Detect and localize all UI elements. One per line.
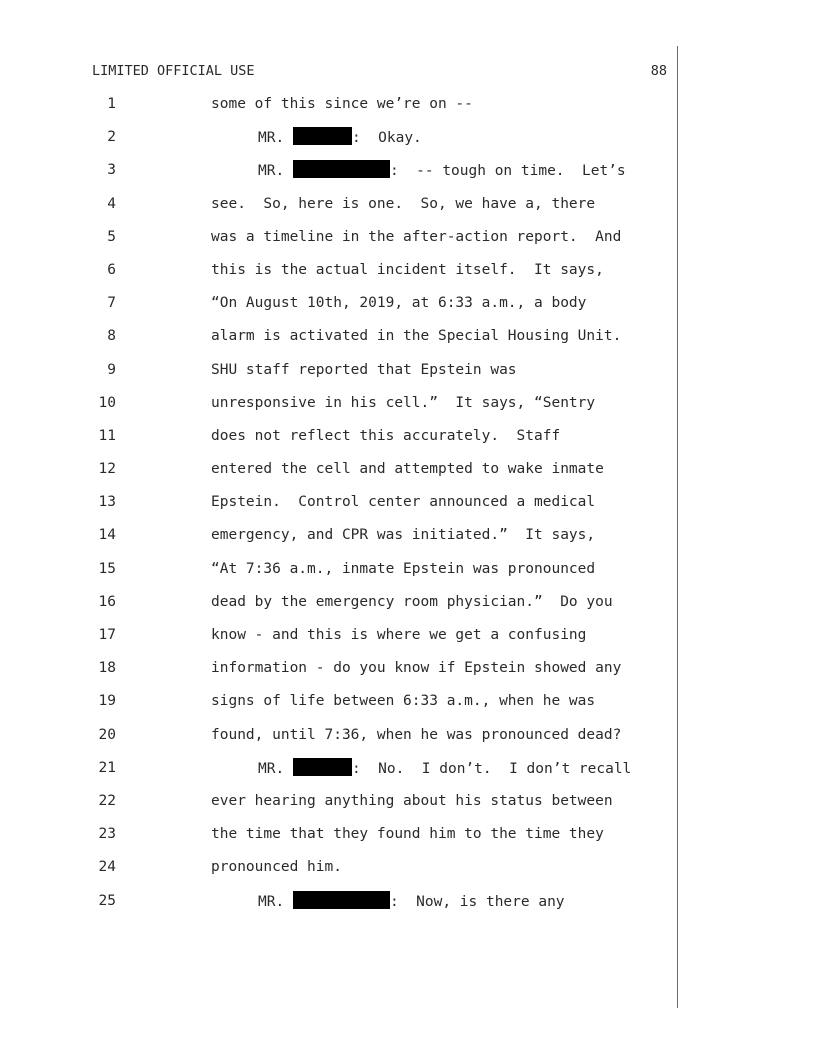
line-text: know - and this is where we get a confusing [211, 627, 587, 643]
line-text: pronounced him. [211, 859, 342, 876]
transcript-line [0, 857, 677, 890]
line-text: found, until 7:36, when he was pronounced dead? [211, 726, 622, 743]
speaker-line [211, 127, 422, 148]
line-number: 24 [98, 859, 116, 876]
transcript-line [0, 260, 677, 293]
line-number: 16 [98, 593, 116, 610]
speaker-title: MR. [258, 893, 285, 910]
line-text: : No. I don’t. I don’t recall [351, 760, 632, 777]
line-number: 18 [98, 660, 116, 677]
speaker-title: MR. [258, 760, 285, 777]
transcript-line [0, 559, 677, 592]
line-text: some of this since we’re on -- [211, 96, 473, 112]
line-number: 13 [98, 494, 116, 511]
line-number: 4 [107, 195, 116, 212]
transcript-line [0, 393, 677, 426]
line-number: 21 [98, 759, 116, 776]
transcript-line [0, 94, 677, 127]
transcript-line [0, 791, 677, 824]
line-number: 2 [107, 129, 116, 146]
line-number: 12 [98, 461, 116, 478]
speaker-title: MR. [258, 163, 285, 180]
line-text: this is the actual incident itself. It says, [211, 261, 604, 278]
transcript-line [0, 194, 677, 227]
transcript-line [0, 625, 677, 658]
line-number: 14 [98, 527, 116, 544]
transcript-line [0, 725, 677, 758]
transcript-line [0, 592, 677, 625]
redaction-box [293, 160, 390, 178]
speaker-line [211, 160, 626, 181]
transcript-line [0, 227, 677, 260]
line-number: 5 [107, 228, 116, 245]
line-text: the time that they found him to the time they [211, 826, 604, 843]
line-number: 7 [107, 295, 116, 312]
line-number: 17 [98, 627, 116, 643]
line-number: 15 [98, 560, 116, 577]
line-number: 8 [107, 328, 116, 345]
line-number: 3 [107, 162, 116, 179]
transcript-line [0, 691, 677, 724]
transcript-line [0, 326, 677, 359]
page-header [92, 61, 667, 81]
transcript-line [0, 891, 677, 924]
line-text: emergency, and CPR was initiated.” It says, [211, 527, 596, 544]
transcript-line [0, 426, 677, 459]
line-text: see. So, here is one. So, we have a, there [211, 195, 596, 212]
transcript-line [0, 160, 677, 193]
transcript-line [0, 492, 677, 525]
line-number: 22 [98, 792, 116, 809]
line-number: 25 [98, 892, 116, 909]
line-number: 10 [98, 394, 116, 411]
line-number: 1 [107, 96, 116, 112]
transcript-line [0, 293, 677, 326]
redaction-box [293, 127, 352, 145]
line-text: : -- tough on time. Let’s [389, 163, 626, 180]
transcript-line [0, 525, 677, 558]
transcript-line [0, 127, 677, 160]
right-margin-rule [677, 46, 678, 1008]
line-text: unresponsive in his cell.” It says, “Sentry [211, 394, 596, 411]
page-number: 88 [650, 63, 667, 79]
redaction-box [293, 891, 390, 909]
line-text: “On August 10th, 2019, at 6:33 a.m., a body [211, 295, 587, 312]
transcript-line [0, 658, 677, 691]
line-text: : Okay. [351, 130, 422, 147]
line-number: 9 [107, 361, 116, 378]
classification-marking: LIMITED OFFICIAL USE [92, 63, 255, 79]
transcript-body [0, 94, 677, 924]
line-text: signs of life between 6:33 a.m., when he was [211, 693, 596, 710]
line-number: 19 [98, 693, 116, 710]
line-text: entered the cell and attempted to wake inmate [211, 461, 604, 478]
line-text: Epstein. Control center announced a medical [211, 494, 596, 511]
line-text: alarm is activated in the Special Housing Unit. [211, 328, 622, 345]
line-text: does not reflect this accurately. Staff [211, 427, 561, 444]
transcript-line [0, 758, 677, 791]
speaker-line [211, 891, 565, 912]
line-text: dead by the emergency room physician.” Do you [211, 593, 613, 610]
line-text: ever hearing anything about his status between [211, 792, 613, 809]
line-number: 6 [107, 261, 116, 278]
line-text: information - do you know if Epstein showed any [211, 660, 622, 677]
line-number: 23 [98, 826, 116, 843]
line-text: was a timeline in the after-action report. And [211, 228, 622, 245]
transcript-line [0, 824, 677, 857]
redaction-box [293, 758, 352, 776]
transcript-line [0, 360, 677, 393]
speaker-title: MR. [258, 130, 285, 147]
speaker-line [211, 758, 631, 779]
line-number: 20 [98, 726, 116, 743]
line-text: SHU staff reported that Epstein was [211, 361, 517, 378]
line-number: 11 [98, 427, 116, 444]
line-text: : Now, is there any [389, 893, 565, 910]
transcript-line [0, 459, 677, 492]
line-text: “At 7:36 a.m., inmate Epstein was pronounced [211, 560, 596, 577]
